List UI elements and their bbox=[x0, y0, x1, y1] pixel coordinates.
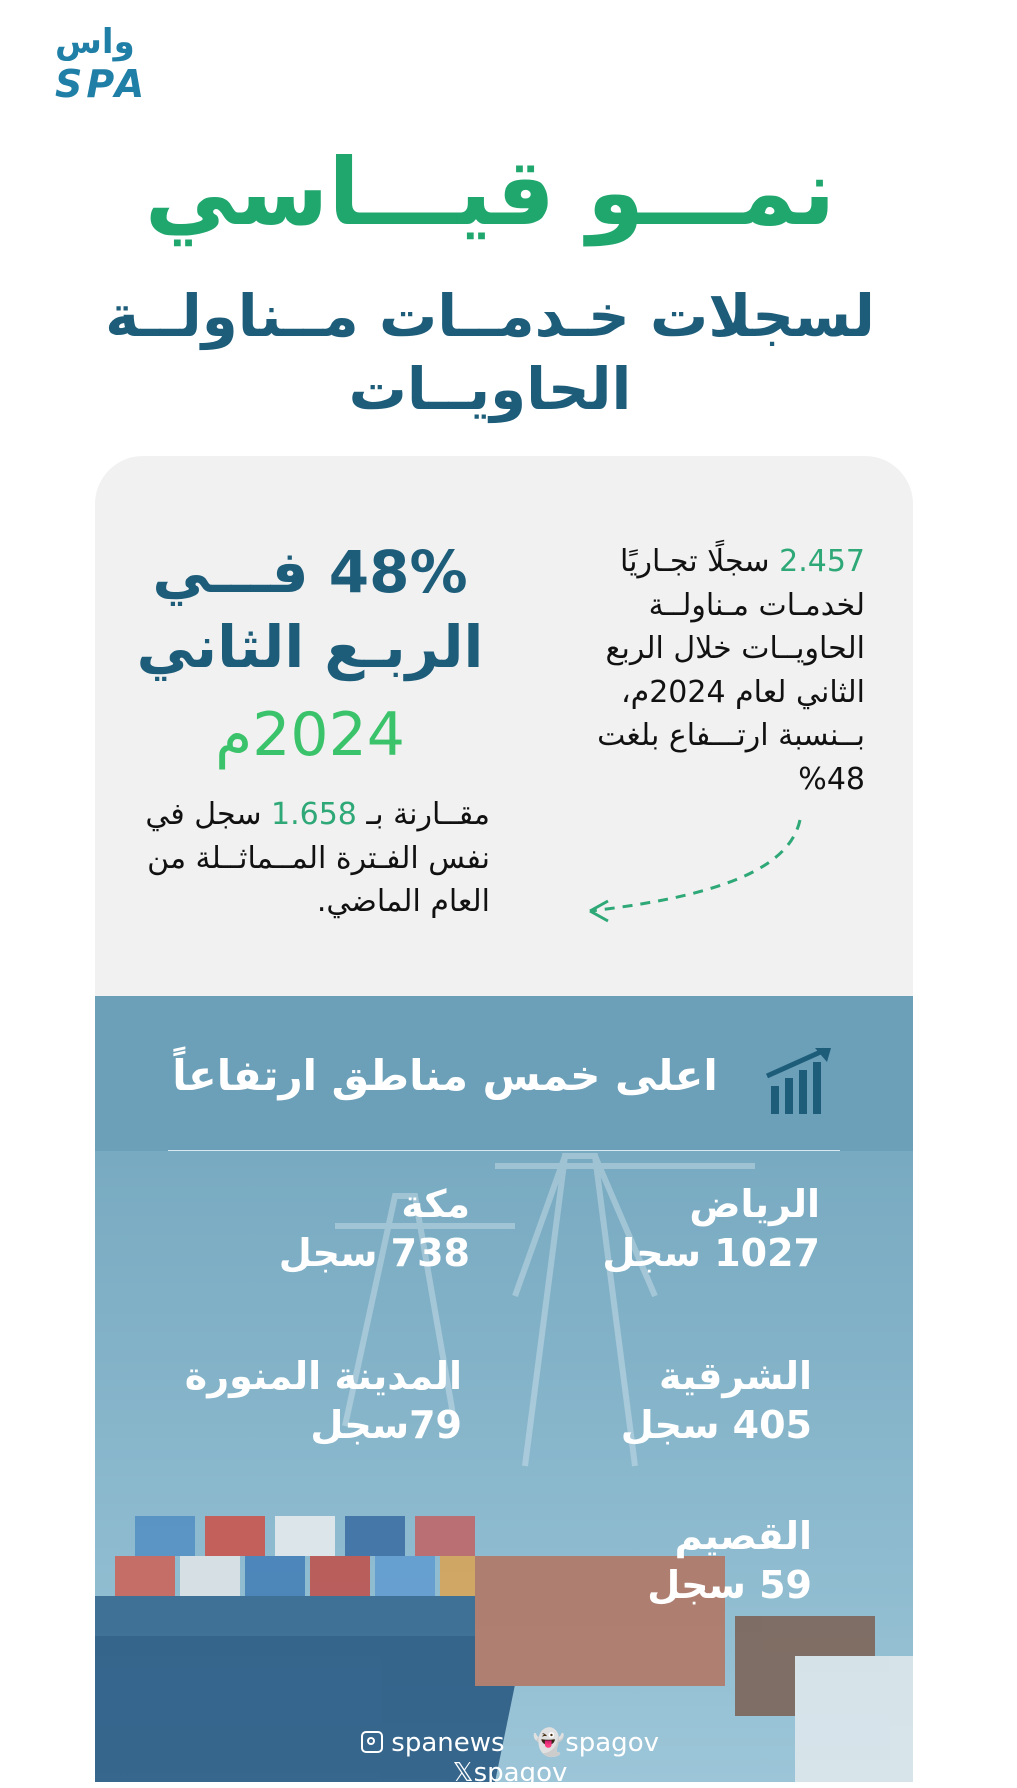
records-number: 2.457 bbox=[779, 544, 865, 579]
x-icon: 𝕏 bbox=[452, 1758, 474, 1788]
snapchat-handle[interactable] bbox=[533, 1728, 659, 1758]
region-count: 738 سجل bbox=[278, 1230, 470, 1275]
records-body: سجلًا تجـاريًا لخدمـات مـناولــة الحاويــات خلال الربع الثاني لعام 2024م، بــنسبة ارتـــفاع بلغت 48% bbox=[597, 544, 865, 797]
region-name: المدينة المنورة bbox=[184, 1354, 462, 1398]
x-label: spagov bbox=[473, 1758, 568, 1788]
instagram-label: spanews bbox=[391, 1728, 505, 1758]
snapchat-icon: 👻 bbox=[532, 1728, 566, 1758]
growth-headline-line-2: الربـع الثاني bbox=[136, 613, 484, 682]
region-name: الشرقية bbox=[658, 1354, 812, 1398]
comparison-prefix: مقــارنة بـ bbox=[356, 797, 490, 832]
instagram-icon bbox=[361, 1731, 383, 1753]
region-name: القصيم bbox=[674, 1514, 812, 1558]
logo-arabic: واس bbox=[55, 22, 135, 62]
growth-year: 2024م bbox=[215, 700, 405, 770]
x-handle[interactable] bbox=[453, 1758, 568, 1788]
growth-headline bbox=[130, 535, 490, 686]
region-riyadh bbox=[580, 1180, 820, 1277]
spa-logo bbox=[55, 22, 170, 106]
instagram-handle[interactable] bbox=[361, 1728, 505, 1758]
comparison-body: سجل في نفس الفـترة المــماثــلة من العام الماضي. bbox=[145, 797, 490, 919]
regions-divider bbox=[168, 1150, 840, 1151]
records-summary bbox=[530, 540, 865, 801]
region-qassim bbox=[580, 1512, 812, 1609]
region-name: الرياض bbox=[689, 1182, 820, 1226]
snapchat-label: spagov bbox=[565, 1728, 659, 1758]
region-name: مكة bbox=[401, 1182, 470, 1226]
logo-english: SPA bbox=[55, 62, 149, 106]
comparison-number: 1.658 bbox=[271, 797, 357, 832]
region-eastern bbox=[580, 1352, 812, 1449]
growth-chart-icon bbox=[765, 1046, 845, 1116]
region-count: 79سجل bbox=[310, 1402, 462, 1447]
region-count: 1027 سجل bbox=[602, 1230, 820, 1275]
region-madinah bbox=[150, 1352, 462, 1449]
dashed-arrow-icon bbox=[570, 815, 810, 925]
region-count: 405 سجل bbox=[620, 1402, 812, 1447]
growth-headline-line-1: 48% فـــي bbox=[152, 538, 468, 606]
social-footer bbox=[280, 1728, 740, 1788]
comparison-text bbox=[140, 793, 490, 924]
region-count: 59 سجل bbox=[647, 1562, 812, 1607]
subtitle-line-1: لسجلات خـدمــات مــناولــة bbox=[105, 282, 875, 350]
region-makkah bbox=[230, 1180, 470, 1277]
page-title: نمـــو قيـــاسي bbox=[144, 139, 836, 246]
regions-title: اعلى خمس مناطق ارتفاعاً bbox=[172, 1051, 718, 1100]
page-subtitle bbox=[60, 280, 920, 425]
subtitle-line-2: الحاويــات bbox=[348, 354, 632, 423]
